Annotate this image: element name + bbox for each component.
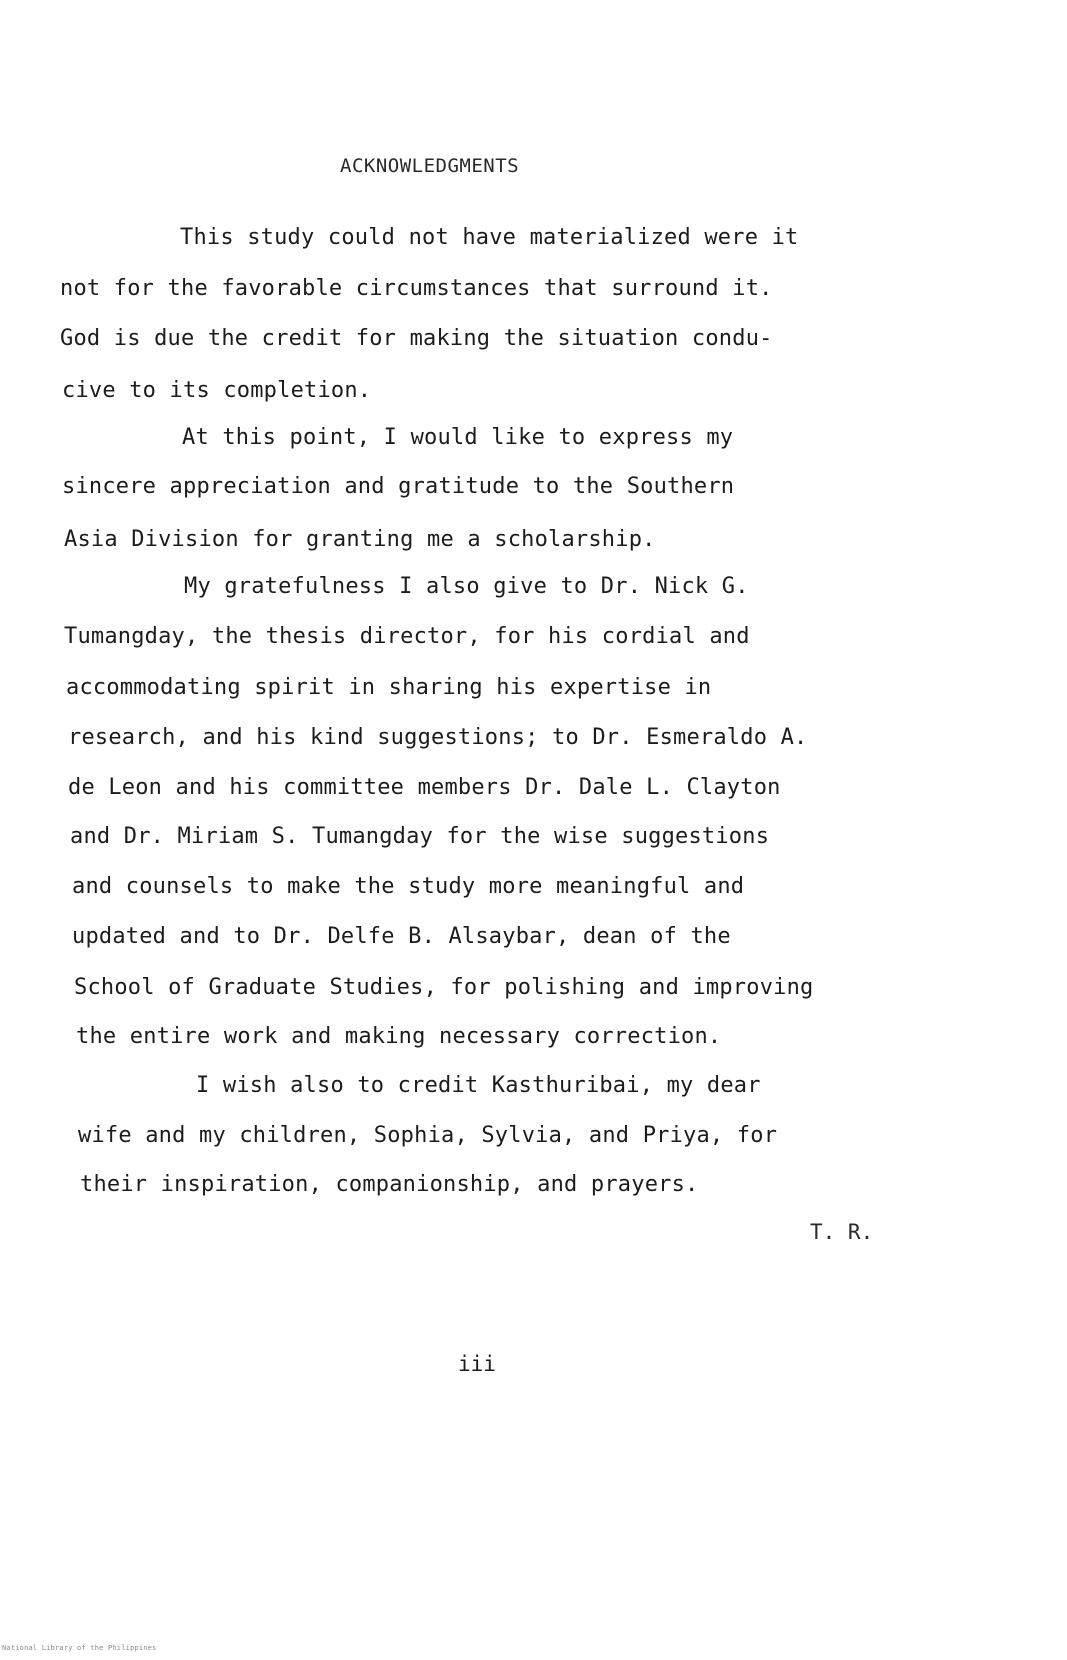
text-line: the entire work and making necessary correction. xyxy=(76,1024,722,1049)
page-number: iii xyxy=(458,1352,496,1376)
text-line: and counsels to make the study more meaningful and xyxy=(72,874,745,899)
text-line: their inspiration, companionship, and prayers. xyxy=(80,1172,699,1197)
text-line: research, and his kind suggestions; to Dr. Esmeraldo A. xyxy=(68,725,808,750)
text-line: At this point, I would like to express my xyxy=(182,425,734,450)
text-line: God is due the credit for making the situation condu- xyxy=(60,326,773,351)
text-line: de Leon and his committee members Dr. Dale L. Clayton xyxy=(68,775,781,800)
text-line: accommodating spirit in sharing his expertise in xyxy=(66,675,712,700)
text-line: cive to its completion. xyxy=(62,378,372,403)
text-line: This study could not have materialized were it xyxy=(180,225,799,250)
text-line: not for the favorable circumstances that surround it. xyxy=(60,276,773,301)
text-line: Tumangday, the thesis director, for his cordial and xyxy=(64,624,750,649)
author-initials: T. R. xyxy=(810,1220,874,1244)
text-line: wife and my children, Sophia, Sylvia, and Priya, for xyxy=(78,1123,778,1148)
text-line: sincere appreciation and gratitude to the Southern xyxy=(62,474,735,499)
text-line: and Dr. Miriam S. Tumangday for the wise suggestions xyxy=(70,824,770,849)
text-line: School of Graduate Studies, for polishing and improving xyxy=(74,975,814,1000)
text-line: Asia Division for granting me a scholarship. xyxy=(64,527,656,552)
page-heading: ACKNOWLEDGMENTS xyxy=(340,155,520,177)
text-line: updated and to Dr. Delfe B. Alsaybar, dean of the xyxy=(72,924,731,949)
library-footer-stamp: National Library of the Philippines xyxy=(2,1644,157,1652)
text-line: My gratefulness I also give to Dr. Nick G. xyxy=(184,574,749,599)
text-line: I wish also to credit Kasthuribai, my dear xyxy=(196,1073,761,1098)
